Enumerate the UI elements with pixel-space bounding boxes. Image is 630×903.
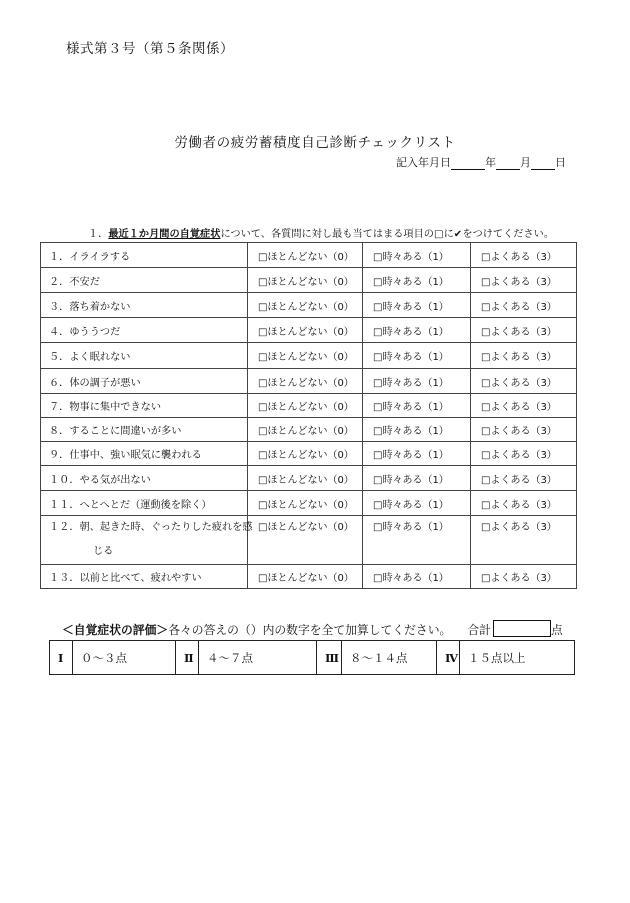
- question-2: ２．不安だ: [41, 268, 248, 293]
- option-often[interactable]: □よくある（3）: [471, 343, 577, 369]
- question-6: ６．体の調子が悪い: [41, 369, 248, 394]
- total-unit: 点: [550, 623, 563, 637]
- evaluation-scale: [49, 640, 575, 675]
- month-field[interactable]: [496, 157, 520, 170]
- option-often[interactable]: □よくある（3）: [471, 369, 577, 394]
- option-label: □時々ある（1）: [373, 522, 449, 533]
- table-row: [41, 343, 577, 369]
- table-row: [41, 268, 577, 293]
- option-rarely[interactable]: □ほとんどない（0）: [248, 491, 363, 516]
- question-10: １０．やる気が出ない: [41, 466, 248, 491]
- option-sometimes[interactable]: □時々ある（1）: [363, 343, 471, 369]
- year-label: 年: [485, 156, 496, 169]
- question-9: ９．仕事中、強い眠気に襲われる: [41, 442, 248, 466]
- table-row: [41, 466, 577, 491]
- question-1: １．イライラする: [41, 243, 248, 268]
- year-field[interactable]: [451, 157, 485, 170]
- table-row: [41, 369, 577, 394]
- option-sometimes[interactable]: □時々ある（1）: [363, 491, 471, 516]
- option-sometimes[interactable]: □時々ある（1）: [363, 394, 471, 418]
- question-12: [41, 516, 253, 565]
- option-rarely[interactable]: □ほとんどない（0）: [248, 343, 363, 369]
- option-often[interactable]: □よくある（3）: [471, 565, 577, 589]
- option-sometimes[interactable]: □時々ある（1）: [363, 418, 471, 442]
- option-often[interactable]: □よくある（3）: [471, 442, 577, 466]
- level-3-numeral: Ⅲ: [317, 641, 342, 675]
- option-often[interactable]: □よくある（3）: [471, 466, 577, 491]
- table-row: [41, 565, 577, 589]
- question-11: １１．へとへとだ（運動後を除く）: [41, 491, 248, 516]
- table-row: [41, 418, 577, 442]
- day-label: 日: [555, 156, 566, 169]
- level-1-range: ０～３点: [73, 641, 176, 675]
- section-text: について、各質問に対し最も当てはまる項目の□に✔をつけてください。: [220, 229, 555, 240]
- level-4-range: １５点以上: [460, 641, 575, 675]
- option-often[interactable]: □よくある（3）: [471, 243, 577, 268]
- level-4-numeral: Ⅳ: [437, 641, 460, 675]
- option-rarely[interactable]: □ほとんどない（0）: [248, 442, 363, 466]
- total-score-field[interactable]: [493, 620, 551, 637]
- option-sometimes[interactable]: [363, 516, 471, 565]
- question-8: ８．することに間違いが多い: [41, 418, 248, 442]
- option-sometimes[interactable]: □時々ある（1）: [363, 442, 471, 466]
- option-often[interactable]: □よくある（3）: [471, 394, 577, 418]
- page-title: 労働者の疲労蓄積度自己診断チェックリスト: [174, 135, 456, 151]
- option-rarely[interactable]: □ほとんどない（0）: [248, 369, 363, 394]
- option-rarely[interactable]: □ほとんどない（0）: [248, 394, 363, 418]
- option-rarely[interactable]: □ほとんどない（0）: [248, 268, 363, 293]
- table-row: [41, 516, 577, 565]
- option-sometimes[interactable]: □時々ある（1）: [363, 293, 471, 318]
- level-2-range: ４～７点: [199, 641, 317, 675]
- table-row: [41, 243, 577, 268]
- level-3-range: ８～１４点: [342, 641, 437, 675]
- option-often[interactable]: □よくある（3）: [471, 293, 577, 318]
- option-often[interactable]: □よくある（3）: [471, 418, 577, 442]
- month-label: 月: [520, 156, 531, 169]
- table-row: [41, 442, 577, 466]
- option-rarely[interactable]: □ほとんどない（0）: [248, 293, 363, 318]
- option-rarely[interactable]: □ほとんどない（0）: [248, 418, 363, 442]
- level-1-numeral: Ⅰ: [50, 641, 73, 675]
- option-label: □ほとんどない（0）: [258, 522, 354, 533]
- evaluation-label: ＜自覚症状の評価＞: [62, 623, 169, 637]
- option-often[interactable]: [471, 516, 577, 565]
- option-sometimes[interactable]: □時々ある（1）: [363, 318, 471, 343]
- day-field[interactable]: [531, 157, 555, 170]
- question-13: １３．以前と比べて、疲れやすい: [41, 565, 248, 589]
- question-4: ４．ゆううつだ: [41, 318, 248, 343]
- option-often[interactable]: □よくある（3）: [471, 491, 577, 516]
- question-5: ５．よく眠れない: [41, 343, 248, 369]
- table-row: [41, 318, 577, 343]
- table-row: [50, 641, 575, 675]
- section-instruction: [88, 225, 554, 240]
- option-sometimes[interactable]: □時々ある（1）: [363, 268, 471, 293]
- question-12-line1: １２．朝、起きた時、ぐったりした疲れを感: [49, 522, 253, 533]
- symptom-checklist: [40, 242, 577, 589]
- option-often[interactable]: □よくある（3）: [471, 268, 577, 293]
- option-rarely[interactable]: □ほとんどない（0）: [248, 243, 363, 268]
- entry-date: [396, 154, 566, 170]
- option-sometimes[interactable]: □時々ある（1）: [363, 243, 471, 268]
- section-emphasis: 最近１か月間の自覚症状: [108, 228, 221, 240]
- form-number: 様式第３号（第５条関係）: [66, 41, 234, 57]
- section-number: １．: [88, 229, 109, 240]
- option-rarely[interactable]: □ほとんどない（0）: [248, 466, 363, 491]
- date-label: 記入年月日: [396, 156, 451, 169]
- table-row: [41, 491, 577, 516]
- table-row: [41, 394, 577, 418]
- option-rarely[interactable]: □ほとんどない（0）: [248, 318, 363, 343]
- option-sometimes[interactable]: □時々ある（1）: [363, 466, 471, 491]
- evaluation-text: 各々の答えの（）内の数字を全て加算してください。: [168, 623, 452, 637]
- option-sometimes[interactable]: □時々ある（1）: [363, 369, 471, 394]
- option-rarely[interactable]: [248, 516, 363, 565]
- question-7: ７．物事に集中できない: [41, 394, 248, 418]
- option-label: □よくある（3）: [481, 522, 557, 533]
- option-rarely[interactable]: □ほとんどない（0）: [248, 565, 363, 589]
- question-3: ３．落ち着かない: [41, 293, 248, 318]
- table-row: [41, 293, 577, 318]
- question-12-line2: じる: [93, 546, 114, 557]
- total-label: 合計: [467, 623, 491, 637]
- option-often[interactable]: □よくある（3）: [471, 318, 577, 343]
- level-2-numeral: Ⅱ: [176, 641, 199, 675]
- evaluation-instruction: [62, 620, 563, 638]
- option-sometimes[interactable]: □時々ある（1）: [363, 565, 471, 589]
